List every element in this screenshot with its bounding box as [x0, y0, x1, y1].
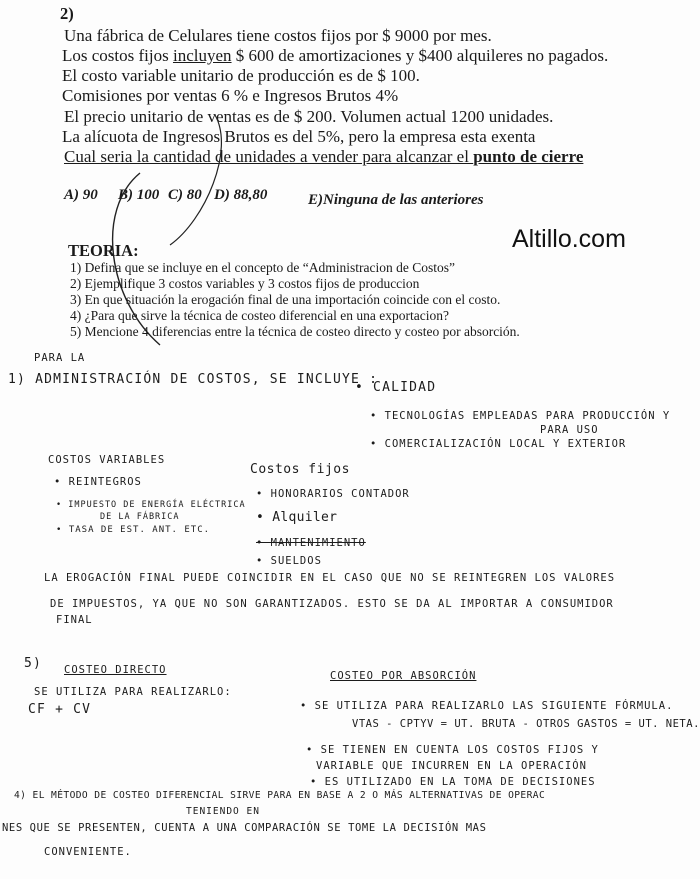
question-line-1: Una fábrica de Celulares tiene costos fijos por $ 9000 por mes. — [64, 26, 492, 45]
absorption-item-2: • SE TIENEN EN CUENTA LOS COSTOS FIJOS Y — [306, 744, 599, 756]
answer-1-item-2: • TECNOLOGÍAS EMPLEADAS PARA PRODUCCIÓN Y — [370, 410, 671, 422]
answer-4-line-1: 4) EL MÉTODO DE COSTEO DIFERENCIAL SIRVE PARA EN BASE A 2 O MÁS ALTERNATIVAS DE OPERAC — [14, 790, 546, 801]
absorption-item-1: • SE UTILIZA PARA REALIZARLO LAS SIGUIENTE FÓRMULA. — [300, 700, 674, 712]
variable-cost-1: • REINTEGROS — [54, 476, 142, 488]
question-line-3: El costo variable unitario de producción es de $ 100. — [62, 66, 420, 85]
answer-1-item-3: • COMERCIALIZACIÓN LOCAL Y EXTERIOR — [370, 438, 627, 450]
option-b: B) 100 — [118, 187, 160, 203]
fixed-cost-3: • MANTENIMIENTO — [256, 537, 366, 549]
teoria-item-3: 3) En que situación la erogación final de una importación coincide con el costo. — [70, 292, 501, 307]
fixed-cost-4: • SUELDOS — [256, 555, 322, 567]
answer-1-line: 1) ADMINISTRACIÓN DE COSTOS, SE INCLUYE : — [8, 372, 379, 387]
teoria-title: TEORIA: — [68, 241, 139, 260]
question-number: 2) — [60, 4, 74, 23]
fixed-costs-title: Costos fijos — [250, 462, 350, 477]
answer-4-line-2: NES QUE SE PRESENTEN, CUENTA A UNA COMPARACIÓN SE TOME LA DECISIÓN MAS — [2, 822, 487, 834]
absorption-costing-title: COSTEO POR ABSORCIÓN — [330, 670, 477, 682]
answer-1-item-1: • CALIDAD — [355, 380, 437, 395]
answer-3-line-1: LA EROGACIÓN FINAL PUEDE COINCIDIR EN EL CASO QUE NO SE REINTEGREN LOS VALORES — [44, 572, 616, 584]
question-line-4: Comisiones por ventas 6 % e Ingresos Brutos 4% — [62, 86, 399, 105]
variable-costs-title: COSTOS VARIABLES — [48, 454, 166, 466]
option-a: A) 90 — [64, 187, 98, 203]
question-line-6: La alícuota de Ingresos Brutos es del 5%, pero la empresa esta exenta — [62, 127, 536, 146]
answer-1-item-2b: PARA USO — [540, 424, 599, 436]
absorption-item-2b: VARIABLE QUE INCURREN EN LA OPERACIÓN — [316, 760, 587, 772]
watermark: Altillo.com — [512, 225, 626, 253]
direct-costing-title: COSTEO DIRECTO — [64, 664, 167, 676]
teoria-item-5: 5) Mencione 4 diferencias entre la técnica de costeo directo y costeo por absorción. — [70, 324, 520, 339]
answer-1-prefix: PARA LA — [34, 352, 86, 364]
answer-3-line-2: DE IMPUESTOS, YA QUE NO SON GARANTIZADOS. ESTO SE DA AL IMPORTAR A CONSUMIDOR — [50, 598, 614, 610]
teoria-item-4: 4) ¿Para que sirve la técnica de costeo diferencial en una exportacion? — [70, 308, 449, 323]
teoria-item-2: 2) Ejemplifique 3 costos variables y 3 costos fijos de produccion — [70, 276, 420, 291]
variable-cost-2b: DE LA FÁBRICA — [100, 512, 180, 522]
answer-4-line-1b: TENIENDO EN — [186, 806, 260, 817]
question-line-7: Cual seria la cantidad de unidades a vender para alcanzar el punto de cierre — [64, 147, 584, 166]
option-d: D) 88,80 — [214, 187, 268, 203]
direct-costing-line-2: CF + CV — [28, 702, 92, 717]
teoria-item-1: 1) Defina que se incluye en el concepto de “Administracion de Costos” — [70, 260, 456, 275]
option-c: C) 80 — [168, 187, 202, 203]
direct-costing-line-1: SE UTILIZA PARA REALIZARLO: — [34, 686, 232, 698]
variable-cost-3: • TASA DE EST. ANT. ETC. — [56, 525, 211, 535]
answer-3-line-3: FINAL — [56, 614, 93, 626]
option-e: E)Ninguna de las anteriores — [308, 192, 484, 208]
absorption-formula: VTAS - CPTYV = UT. BRUTA - OTROS GASTOS = UT. NETA. — [352, 718, 700, 730]
variable-cost-2: • IMPUESTO DE ENERGÍA ELÉCTRICA — [56, 500, 246, 510]
question-line-5: El precio unitario de ventas es de $ 200. Volumen actual 1200 unidades. — [64, 107, 554, 126]
question-line-2: Los costos fijos incluyen $ 600 de amortizaciones y $400 alquileres no pagados. — [62, 46, 609, 65]
absorption-item-3: • ES UTILIZADO EN LA TOMA DE DECISIONES — [310, 776, 596, 788]
fixed-cost-1: • HONORARIOS CONTADOR — [256, 488, 410, 500]
answer-4-line-3: CONVENIENTE. — [44, 846, 132, 858]
fixed-cost-2: • Alquiler — [256, 510, 338, 525]
answer-5-number: 5) — [24, 656, 43, 671]
